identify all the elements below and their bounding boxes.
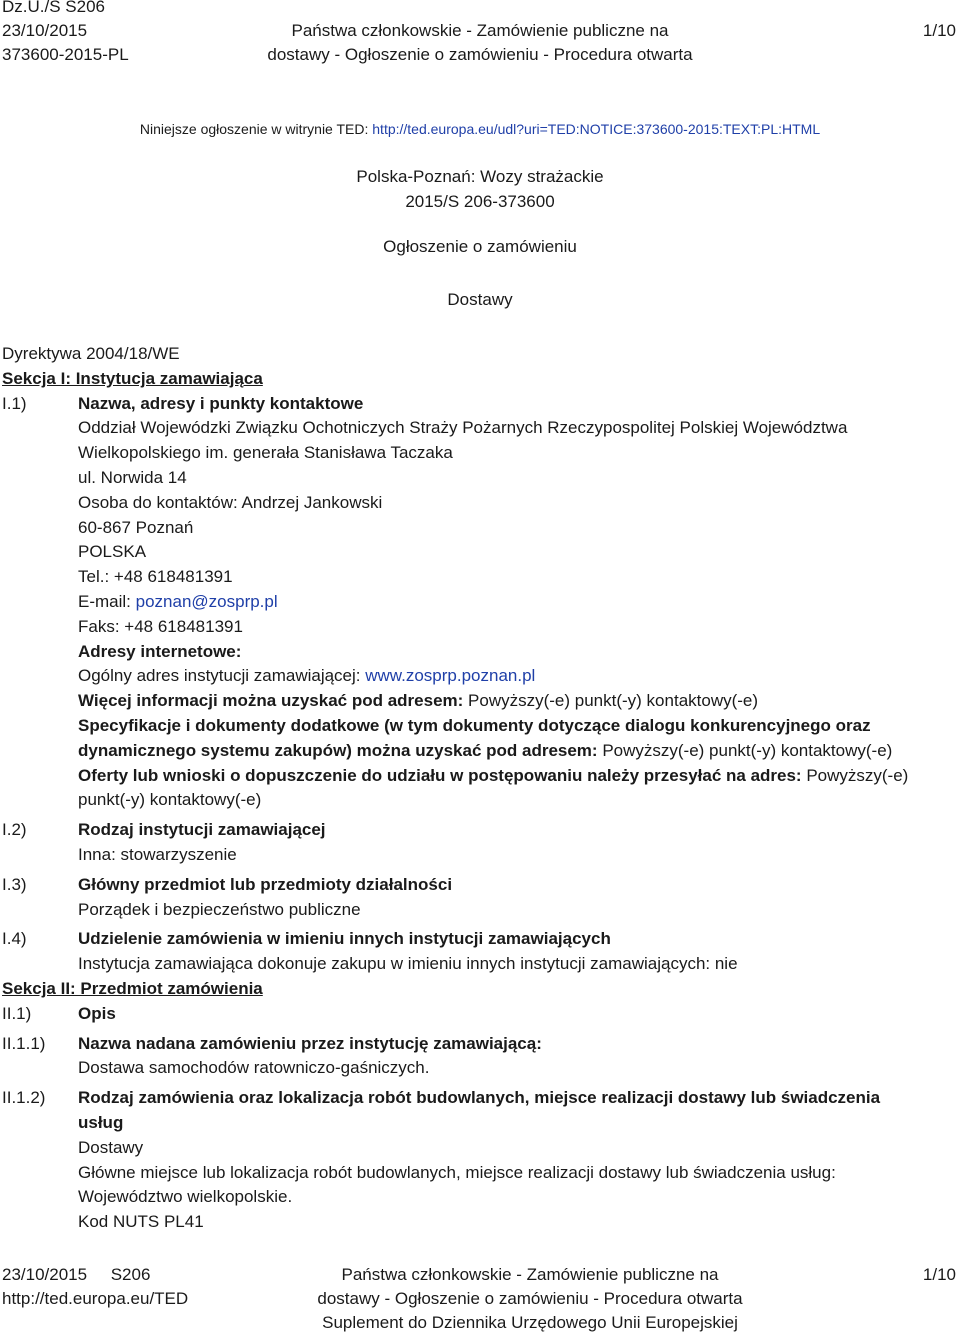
section-title: Udzielenie zamówienia w imieniu innych instytucji zamawiających bbox=[78, 929, 611, 949]
general-address-row bbox=[78, 664, 952, 689]
section-ii1 bbox=[2, 1002, 952, 1027]
header-title-line1: Państwa członkowskie - Zamówienie publiczne na bbox=[291, 21, 669, 40]
directive: Dyrektywa 2004/18/WE bbox=[2, 344, 180, 363]
header-journal-ref: Dz.U./S S206 bbox=[2, 0, 105, 16]
offers-value-1: Powyższy(-e) bbox=[806, 765, 909, 785]
fax: Faks: +48 618481391 bbox=[78, 616, 243, 636]
section-title: Nazwa nadana zamówieniu przez instytucję zamawiającą: bbox=[78, 1033, 542, 1053]
section-i1 bbox=[2, 392, 952, 814]
section-ii11 bbox=[2, 1032, 952, 1082]
section-number: II.1.1) bbox=[2, 1033, 46, 1053]
section-number: I.4) bbox=[2, 929, 27, 949]
section-value: Dostawa samochodów ratowniczo-gaśniczych. bbox=[78, 1058, 430, 1078]
email-row bbox=[78, 590, 952, 615]
org-name-line2: Wielkopolskiego im. generała Stanisława Taczaka bbox=[78, 443, 453, 463]
location-label: Główne miejsce lub lokalizacja robót budowlanych, miejsce realizacji dostawy lub świadczenia usług: bbox=[78, 1162, 836, 1182]
offers-row bbox=[78, 764, 952, 789]
general-address-link[interactable]: www.zosprp.poznan.pl bbox=[365, 666, 536, 686]
footer-date-issue: 23/10/2015 S206 bbox=[2, 1265, 151, 1284]
footer-line3: Suplement do Dziennika Urzędowego Unii Europejskiej bbox=[322, 1313, 738, 1332]
section-number: II.1.2) bbox=[2, 1088, 46, 1108]
contract-type: Dostawy bbox=[447, 290, 513, 309]
offers-value-2: punkt(-y) kontaktowy(-e) bbox=[78, 790, 262, 810]
section-title: Nazwa, adresy i punkty kontaktowe bbox=[78, 393, 364, 413]
header-title-line2: dostawy - Ogłoszenie o zamówieniu - Procedura otwarta bbox=[267, 45, 693, 64]
section-number: II.1) bbox=[2, 1003, 32, 1023]
footer-line1: Państwa członkowskie - Zamówienie publiczne na bbox=[341, 1265, 719, 1284]
offers-label: Oferty lub wnioski o dopuszczenie do udziału w postępowaniu należy przesyłać na adres: bbox=[78, 765, 807, 785]
notice-body bbox=[2, 342, 952, 1235]
footer-site: http://ted.europa.eu/TED bbox=[2, 1289, 189, 1308]
section-number: I.2) bbox=[2, 820, 27, 840]
more-info-row bbox=[78, 689, 952, 714]
section-i4 bbox=[2, 927, 952, 977]
section-value: Inna: stowarzyszenie bbox=[78, 844, 237, 864]
section-i2 bbox=[2, 818, 952, 868]
header-page-number: 1/10 bbox=[922, 21, 956, 40]
header-center bbox=[0, 19, 960, 67]
nuts-code: Kod NUTS PL41 bbox=[78, 1212, 204, 1232]
telephone: Tel.: +48 618481391 bbox=[78, 567, 233, 587]
email-link[interactable]: poznan@zosprp.pl bbox=[135, 591, 278, 611]
ted-prefix: Niniejsze ogłoszenie w witrynie TED: bbox=[139, 121, 373, 137]
city: 60-867 Poznań bbox=[78, 517, 194, 537]
section-1-heading: Sekcja I: Instytucja zamawiająca bbox=[2, 368, 263, 388]
email-label: E-mail: bbox=[78, 591, 136, 611]
ted-url-link[interactable]: http://ted.europa.eu/udl?uri=TED:NOTICE:373600-2015:TEXT:PL:HTML bbox=[372, 121, 821, 137]
ted-notice-line bbox=[0, 121, 960, 137]
notice-number: 2015/S 206-373600 bbox=[405, 192, 555, 211]
location-value: Województwo wielkopolskie. bbox=[78, 1187, 293, 1207]
section-number: I.3) bbox=[2, 874, 27, 894]
section-title: Opis bbox=[78, 1003, 116, 1023]
general-address-label: Ogólny adres instytucji zamawiającej: bbox=[78, 666, 366, 686]
section-number: I.1) bbox=[2, 393, 27, 413]
internet-addresses-heading: Adresy internetowe: bbox=[78, 641, 242, 661]
specs-label-line2: dynamicznego systemu zakupów) można uzyskać pod adresem: bbox=[78, 740, 603, 760]
contact-person: Osoba do kontaktów: Andrzej Jankowski bbox=[78, 492, 383, 512]
specs-value: Powyższy(-e) punkt(-y) kontaktowy(-e) bbox=[602, 740, 893, 760]
section-title-line2: usług bbox=[78, 1112, 124, 1132]
contract-kind: Dostawy bbox=[78, 1137, 144, 1157]
org-name-line1: Oddział Wojewódzki Związku Ochotniczych Straży Pożarnych Rzeczypospolitej Polskiej Województwa bbox=[78, 418, 848, 438]
country: POLSKA bbox=[78, 542, 147, 562]
street: ul. Norwida 14 bbox=[78, 467, 187, 487]
specs-label-line1: Specyfikacje i dokumenty dodatkowe (w tym dokumenty dotyczące dialogu konkurencyjnego oraz bbox=[78, 715, 871, 735]
footer-center bbox=[0, 1263, 960, 1335]
notice-title: Polska-Poznań: Wozy strażackie bbox=[356, 167, 604, 186]
notice-type: Ogłoszenie o zamówieniu bbox=[383, 237, 577, 256]
header-notice-id: 373600-2015-PL bbox=[2, 45, 129, 64]
footer-page-number: 1/10 bbox=[922, 1265, 956, 1284]
page-header bbox=[0, 0, 960, 72]
specs-row bbox=[78, 739, 952, 764]
section-2-heading: Sekcja II: Przedmiot zamówienia bbox=[2, 978, 263, 998]
header-date: 23/10/2015 bbox=[2, 21, 88, 40]
section-i3 bbox=[2, 873, 952, 923]
page-footer bbox=[0, 1262, 960, 1334]
more-info-label: Więcej informacji można uzyskać pod adresem: bbox=[78, 691, 469, 711]
section-title-line1: Rodzaj zamówienia oraz lokalizacja robót budowlanych, miejsce realizacji dostawy lub świadczenia bbox=[78, 1088, 881, 1108]
section-ii12 bbox=[2, 1086, 952, 1235]
section-value: Porządek i bezpieczeństwo publiczne bbox=[78, 899, 361, 919]
section-value: Instytucja zamawiająca dokonuje zakupu w imieniu innych instytucji zamawiających: nie bbox=[78, 954, 738, 974]
more-info-value: Powyższy(-e) punkt(-y) kontaktowy(-e) bbox=[468, 691, 759, 711]
section-title: Główny przedmiot lub przedmioty działalności bbox=[78, 874, 453, 894]
section-title: Rodzaj instytucji zamawiającej bbox=[78, 820, 326, 840]
footer-line2: dostawy - Ogłoszenie o zamówieniu - Procedura otwarta bbox=[317, 1289, 743, 1308]
